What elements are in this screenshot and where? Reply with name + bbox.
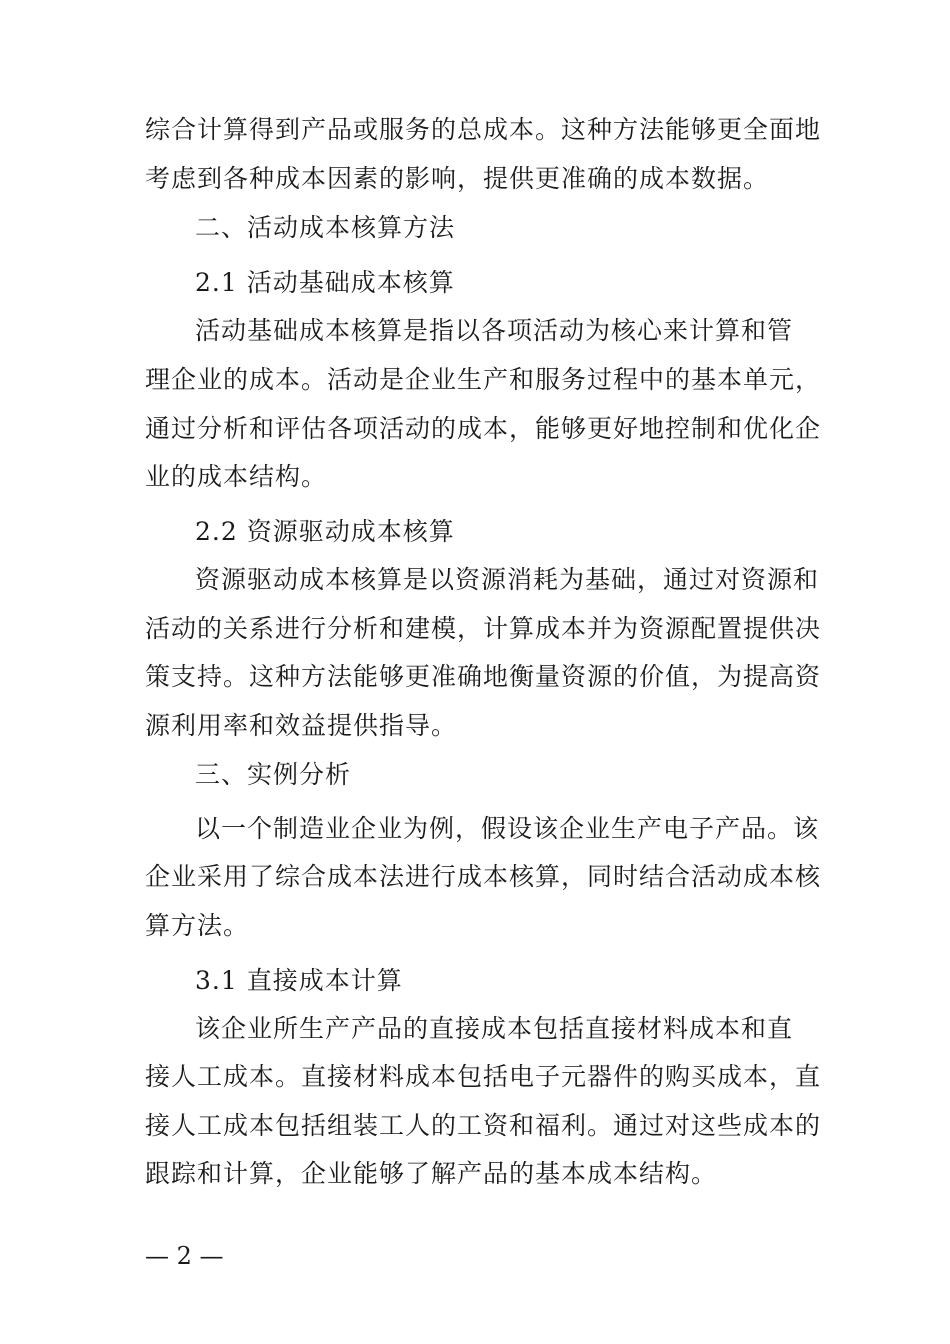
paragraph-line: 接人工成本包括组装工人的工资和福利。通过对这些成本的 [145, 1111, 822, 1140]
paragraph-line: 企业采用了综合成本法进行成本核算，同时结合活动成本核 [145, 862, 822, 891]
paragraph-line: 以一个制造业企业为例，假设该企业生产电子产品。该 [195, 814, 820, 843]
paragraph-line: 跟踪和计算，企业能够了解产品的基本成本结构。 [145, 1159, 718, 1188]
paragraph-line: 考虑到各种成本因素的影响，提供更准确的成本数据。 [145, 164, 770, 193]
subsection-heading: 2.2 资源驱动成本核算 [195, 517, 455, 546]
subsection-heading: 3.1 直接成本计算 [195, 966, 403, 995]
page-number: — 2 — [145, 1242, 224, 1270]
paragraph-line: 接人工成本。直接材料成本包括电子元器件的购买成本，直 [145, 1062, 822, 1091]
paragraph-line: 业的成本结构。 [145, 462, 328, 491]
paragraph-line: 通过分析和评估各项活动的成本，能够更好地控制和优化企 [145, 414, 822, 443]
section-heading: 三、实例分析 [195, 760, 352, 789]
section-heading: 二、活动成本核算方法 [195, 213, 456, 242]
paragraph-line: 活动基础成本核算是指以各项活动为核心来计算和管 [195, 316, 794, 345]
paragraph-line: 资源驱动成本核算是以资源消耗为基础，通过对资源和 [195, 565, 820, 594]
paragraph-line: 算方法。 [145, 911, 250, 940]
paragraph-line: 该企业所生产产品的直接成本包括直接材料成本和直 [195, 1014, 794, 1043]
paragraph-line: 综合计算得到产品或服务的总成本。这种方法能够更全面地 [145, 115, 822, 144]
paragraph-line: 源利用率和效益提供指导。 [145, 711, 458, 740]
paragraph-line: 理企业的成本。活动是企业生产和服务过程中的基本单元， [145, 365, 822, 394]
paragraph-line: 策支持。这种方法能够更准确地衡量资源的价值，为提高资 [145, 662, 822, 691]
paragraph-line: 活动的关系进行分析和建模，计算成本并为资源配置提供决 [145, 614, 822, 643]
subsection-heading: 2.1 活动基础成本核算 [195, 268, 455, 297]
